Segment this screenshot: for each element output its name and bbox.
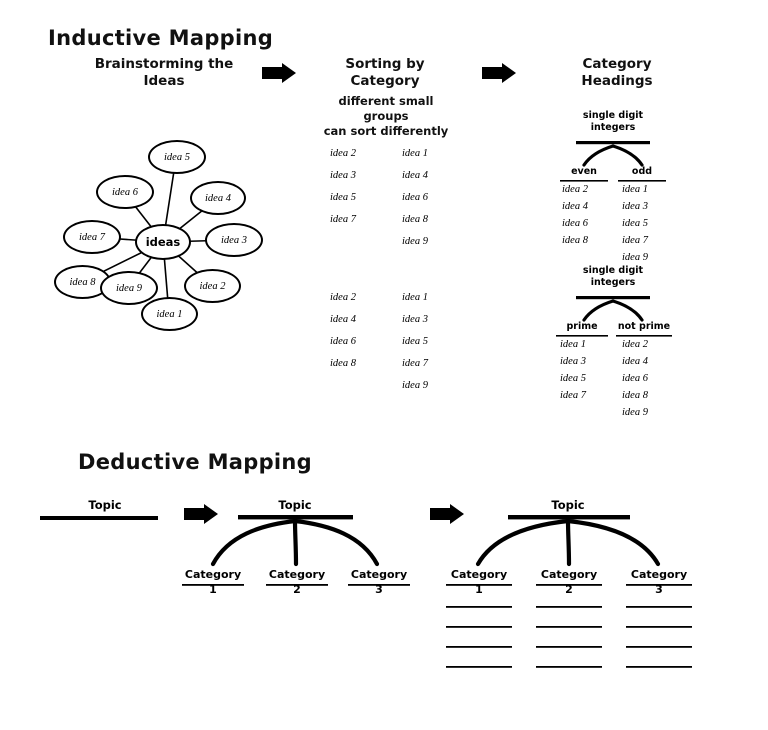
sorting-g1-left-item: idea 7 <box>330 214 356 225</box>
stage1-topic-bar <box>40 516 158 520</box>
bubble-idea-1: idea 1 <box>141 297 198 331</box>
tree1-even-item: idea 6 <box>562 218 588 229</box>
stage2-category-2-line2: 2 <box>293 582 301 596</box>
tree1-branch-label-even: even <box>571 166 597 177</box>
tree2-prime-item: idea 5 <box>560 373 586 384</box>
stage3-category-2-line2: 2 <box>565 582 573 596</box>
deductive-stage-1 <box>40 498 170 524</box>
sorting-g1-left-item: idea 5 <box>330 192 356 203</box>
stage3-category-3-line2: 3 <box>655 582 663 596</box>
tree2-top-line2: integers <box>590 276 636 288</box>
stage3-category-3 <box>626 568 692 598</box>
stage2-category-3-line2: 3 <box>375 582 383 596</box>
tree2-top-line1: single digit <box>582 265 644 276</box>
tree2-prime-item: idea 7 <box>560 390 586 401</box>
sorting-g1-right-item: idea 1 <box>402 148 428 159</box>
tree2-branch-label-prime: prime <box>566 321 598 332</box>
column-heading-line2: Ideas <box>143 72 185 89</box>
bubble-idea-8: idea 8 <box>54 265 111 299</box>
column-heading-line2: Category <box>350 72 420 89</box>
stage2-category-1-line1: Category <box>184 568 242 581</box>
tree2-not-prime-item: idea 9 <box>622 407 648 418</box>
tree2-prime-item: idea 3 <box>560 356 586 367</box>
stage3-category-1-line2: 1 <box>475 582 483 596</box>
stage1-topic-label: Topic <box>88 498 122 512</box>
deductive-mapping-title: Deductive Mapping <box>78 450 312 474</box>
tree2-branch-label-not-prime: not prime <box>617 321 671 332</box>
inductive-mapping-title: Inductive Mapping <box>48 26 274 50</box>
bubble-idea-3: idea 3 <box>205 223 263 257</box>
tree1-even-item: idea 4 <box>562 201 588 212</box>
column-heading-line2: Headings <box>581 72 653 89</box>
sorting-g2-left-item: idea 4 <box>330 314 356 325</box>
deductive-stage-2 <box>170 498 420 608</box>
category-tree-2 <box>548 265 678 418</box>
stage2-category-2-line1: Category <box>268 568 326 581</box>
tree1-odd-item: idea 7 <box>622 235 648 246</box>
tree1-even-item: idea 8 <box>562 235 588 246</box>
stage2-category-3-line1: Category <box>350 568 408 581</box>
column-heading-sorting <box>320 56 450 90</box>
sorting-g2-left-item: idea 6 <box>330 336 356 347</box>
column-subtitle-line1: different small groups <box>338 94 434 123</box>
bubble-idea-5: idea 5 <box>148 140 206 174</box>
category-tree-1 <box>548 110 678 263</box>
sorting-g2-right-item: idea 9 <box>402 380 428 391</box>
tree1-odd-item: idea 3 <box>622 201 648 212</box>
tree2-not-prime-item: idea 4 <box>622 356 648 367</box>
bubble-idea-9: idea 9 <box>100 271 158 305</box>
column-heading-category-headings <box>552 56 682 90</box>
tree1-odd-item: idea 9 <box>622 252 648 263</box>
stage3-topic-label: Topic <box>551 498 585 512</box>
sorting-g1-left-item: idea 2 <box>330 148 356 159</box>
stage3-category-2 <box>536 568 602 598</box>
tree2-not-prime-item: idea 2 <box>622 339 648 350</box>
sorting-g1-right-item: idea 4 <box>402 170 428 181</box>
sorting-g1-left-item: idea 3 <box>330 170 356 181</box>
stage3-category-3-line1: Category <box>630 568 688 581</box>
column-heading-line1: Brainstorming the <box>94 56 234 72</box>
deductive-stage-3 <box>438 498 698 678</box>
arrow-right-icon-2 <box>482 63 516 83</box>
sorting-g2-right-item: idea 1 <box>402 292 428 303</box>
tree2-not-prime-item: idea 8 <box>622 390 648 401</box>
tree1-top-line2: integers <box>590 121 636 133</box>
bubble-idea-6: idea 6 <box>96 175 154 209</box>
sorting-g2-right-item: idea 5 <box>402 336 428 347</box>
stage2-category-1-line2: 1 <box>209 582 217 596</box>
sorting-g1-right-item: idea 6 <box>402 192 428 203</box>
arrow-right-icon-1 <box>262 63 296 83</box>
column-heading-brainstorming <box>84 56 244 90</box>
stage2-topic-label: Topic <box>278 498 312 512</box>
bubble-idea-2: idea 2 <box>184 269 241 303</box>
sorting-g1-right-item: idea 8 <box>402 214 428 225</box>
bubble-center: ideas <box>135 224 191 260</box>
stage2-category-1 <box>182 568 244 598</box>
stage3-category-1 <box>446 568 512 598</box>
sorting-g2-left-item: idea 8 <box>330 358 356 369</box>
brainstorm-bubble-map <box>40 130 270 330</box>
stage2-category-2 <box>266 568 328 598</box>
tree1-even-item: idea 2 <box>562 184 588 195</box>
tree1-branch-label-odd: odd <box>631 166 653 177</box>
column-subtitle-sorting <box>317 94 455 139</box>
stage3-category-2-line1: Category <box>540 568 598 581</box>
tree1-top-line1: single digit <box>582 110 644 121</box>
tree1-odd-item: idea 5 <box>622 218 648 229</box>
stage2-category-3 <box>348 568 410 598</box>
bubble-idea-4: idea 4 <box>190 181 246 215</box>
sorting-g2-right-item: idea 7 <box>402 358 428 369</box>
column-heading-line1: Category <box>582 56 652 72</box>
stage3-category-1-line1: Category <box>450 568 508 581</box>
tree1-odd-item: idea 1 <box>622 184 648 195</box>
bubble-idea-7: idea 7 <box>63 220 121 254</box>
tree2-not-prime-item: idea 6 <box>622 373 648 384</box>
sorting-g2-left-item: idea 2 <box>330 292 356 303</box>
sorting-g1-right-item: idea 9 <box>402 236 428 247</box>
sorting-g2-right-item: idea 3 <box>402 314 428 325</box>
column-subtitle-line2: can sort differently <box>323 123 449 138</box>
column-heading-line1: Sorting by <box>345 56 425 72</box>
tree2-prime-item: idea 1 <box>560 339 586 350</box>
